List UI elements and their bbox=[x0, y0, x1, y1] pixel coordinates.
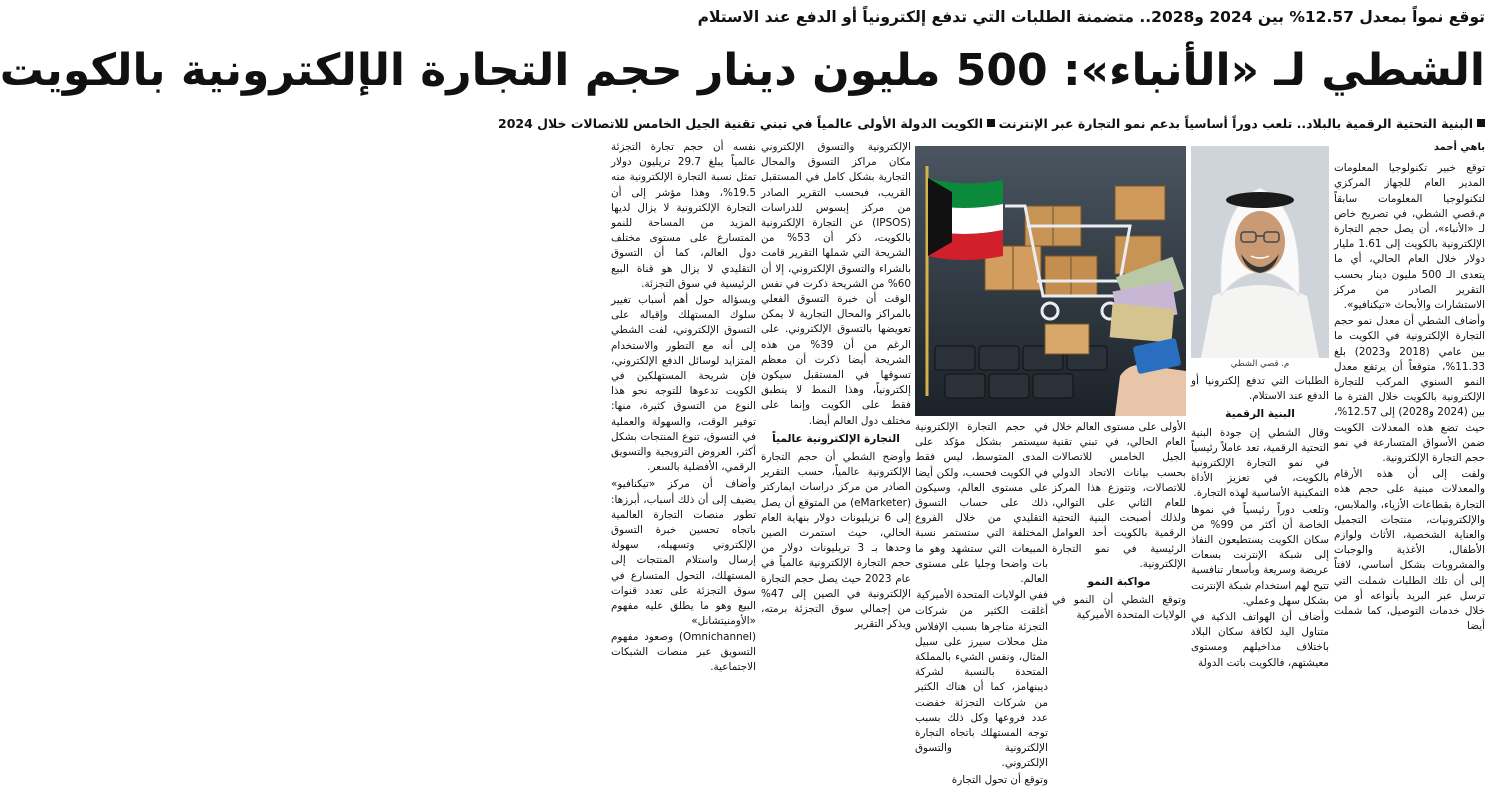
paragraph: الأولى على مستوى العالم خلال العام الحالي، في تبني تقنية الجيل الخامس للاتصالات بحسب بيانات الاتحاد الدولي للاتصالات، وتتوزع هذا المركز للعام الثاني على التوالي، ولذلك أصبحت البنية التحتية الرقمية بالكويت أحد العوامل الرئيسية في نمو التجارة الإلكترونية. bbox=[1052, 421, 1186, 570]
ecommerce-illustration-icon bbox=[915, 146, 1186, 416]
paragraph: توقع خبير تكنولوجيا المعلومات المدير العام للجهاز المركزي لتكنولوجيا المعلومات سابقاً م.قصي الشطي، في تصريح خاص لـ «الأنباء»، أن يصل حجم التجارة الإلكترونية بالكويت إلى 1.61 مليار دولار خلال العام الحالي، أي ما يتعدى الـ 500 مليون دينار بحسب التقرير الصادر من مركز الاستشارات والأبحاث «تيكنافيو». bbox=[1334, 162, 1485, 312]
section-heading: البنية الرقمية bbox=[1225, 408, 1295, 421]
article-column-6 bbox=[611, 140, 756, 673]
kicker-line: توقع نمواً بمعدل 12.57% بين 2024 و2028.. متضمنة الطلبات التي تدفع إلكترونياً أو الدفع عند الاستلام bbox=[697, 8, 1485, 26]
portrait-photo bbox=[1191, 146, 1329, 372]
subhead-2-text: الكويت الدولة الأولى عالمياً في تبني تقنية الجيل الخامس للاتصالات خلال 2024 bbox=[498, 115, 984, 131]
paragraph: وتلعب دوراً رئيسياً في نموها الخاصة أن أكثر من 99% من سكان الكويت يستطيعون النفاذ إلى شبكة الإنترنت بسعات عريضة وسريعة وبأسعار تنافسية تتيح لهم استخدام شبكة الإنترنت بشكل سهل وعملي. bbox=[1191, 503, 1329, 607]
article-column-1 bbox=[1334, 140, 1486, 633]
paragraph: وتوقع الشطي أن النمو في الولايات المتحدة الأميركية bbox=[1052, 594, 1186, 622]
square-bullet-icon bbox=[987, 119, 995, 127]
subhead-2 bbox=[498, 116, 995, 131]
paragraph: ففي الولايات المتحدة الأميركية bbox=[916, 589, 1048, 602]
paragraph: وأوضح الشطي أن حجم التجارة الإلكترونية عالمياً، حسب التقرير الصادر من مركز دراسات ايماركتر (eMarketer) من المتوقع أن يصل إلى 6 تريليونات دولار بنهاية العام الحالي، حيث استمرت الصين وحدها بـ 3 تريليونات دولار من حجم التجارة الإلكترونية عالمياً في عام 2023 حيث يصل حجم التجارة الإلكترونية في الصين إلى 47% من إجمالي سوق التجزئة برمته، ويذكر التقرير bbox=[761, 451, 911, 631]
article-column-3 bbox=[1052, 420, 1186, 622]
page-title: الشطي لـ «الأنباء»: 500 مليون دينار حجم التجارة الإلكترونية بالكويت bbox=[0, 45, 1485, 96]
byline: باهي أحمد bbox=[1433, 142, 1485, 153]
paragraph: وأضاف الشطي أن معدل نمو حجم التجارة الإلكترونية في الكويت ما بين عامي (2018 و2023) بلغ 11.33%، متوقعاً أن يرتفع معدل النمو السنوي المركب للتجارة الإلكترونية بالكويت خلال الفترة ما بين (2024 و2028) إلى 12.57%، حيث تضع هذه المعدلات الكويت ضمن الأسواق المتسارعة في نمو حجم التجارة الإلكترونية. bbox=[1334, 315, 1486, 465]
subhead-1-text: البنية التحتية الرقمية بالبلاد.. تلعب دوراً أساسياً بدعم نمو التجارة عبر الإنترنت bbox=[998, 115, 1473, 131]
person-portrait-icon bbox=[1191, 146, 1329, 358]
portrait-image bbox=[1191, 146, 1329, 358]
article-column-4b-wrapper bbox=[915, 420, 1048, 592]
paragraph: وأضاف أن الهواتف الذكية في متناول اليد لكافة سكان البلاد باختلاف مداخيلهم ومستوى معيشتهم، فالكويت باتت الدولة bbox=[1191, 611, 1329, 669]
paragraph: الإلكترونية والتسوق الإلكتروني مكان مراكز التسوق والمحال التجارية بشكل كامل في المستقبل القريب، فبحسب التقرير الصادر من مركز إبسوس للدراسات (IPSOS) عن التجارة الإلكترونية بالكويت، ذكر أن 53% من الشريحة التي شملها التقرير قامت بالشراء والتسوق الإلكتروني، إلا أن 60% من الشريحة ذكرت في نفس الوقت أن خبرة التسوق الفعلي بالمراكز والمحال التجارية لا يمكن تعويضها بالتسوق الإلكتروني. على الرغم من أن 39% من هذه الشريحة أيضا ذكرت أن معظم تسوقها في المستقبل سيكون إلكترونياً، وهذا النمط لا ينطبق فقط على الكويت وإنما على مختلف دول العالم أيضا. bbox=[761, 141, 912, 427]
paragraph: وتوقع أن تحول التجارة bbox=[951, 773, 1048, 786]
paragraph: نفسه أن حجم تجارة التجزئة عالمياً يبلغ 29.7 تريليون دولار تمثل نسبة التجارة الإلكترونية منه 19.5%، وهذا مؤشر إلى أن التجارة الإلكترونية لا يزال لديها المزيد من المساحة للنمو المتسارع على مستوى مختلف دول العالم، كما أن التسوق التقليدي لا يزال هو قناة البيع الرئيسية في سوق التجزئة. bbox=[611, 141, 756, 290]
subheads-bar bbox=[498, 112, 1485, 134]
paragraph: ولفت إلى أن هذه الأرقام والمعدلات مبنية على حجم هذه التجارة بقطاعات الأزياء، والملابس، والإلكترونيات، منتجات التجميل والعناية الشخصية، الأثاث ولوازم الأطفال، الأغذية والوجبات والمشروبات بشكل أساسي، لافتاً إلى أن تلك الطلبات شملت التي ترسل عبر البريد بأنواعه أو من خلال خدمات التوصيل، كما شملت أيضا bbox=[1334, 468, 1485, 633]
section-heading: مواكبة النمو bbox=[1087, 576, 1151, 589]
subhead-1 bbox=[999, 116, 1485, 131]
paragraph: وأضاف أن مركز «تيكنافيو» يضيف إلى أن ذلك أسباب، أبرزها: تطور منصات التجارة العالمية باتجاه تحسين خبرة التسوق الإلكتروني وتسهيله، سهولة إرسال واستلام المنتجات إلى المستهلك، التحول المتسارع في سوق التجزئة على تعدد قنوات البيع وهو ما يطلق عليه مفهوم «الأومنيتشانل» (Omnichannel) وصعود مفهوم التسويق عبر منصات الشبكات الاجتماعية. bbox=[611, 478, 756, 673]
paragraph: الطلبات التي تدفع إلكترونيا أو الدفع عند الاستلام. bbox=[1191, 375, 1329, 403]
paragraph: وقال الشطي إن جودة البنية التحتية الرقمية، تعد عاملاً رئيسياً في نمو التجارة الإلكترونية بالكويت، في تعزيز الأداة التمكينية الأساسية لهذه التجارة. bbox=[1191, 426, 1329, 500]
paragraph: في حجم التجارة الإلكترونية سيستمر بشكل مؤكد على المدى المتوسط، ليس فقط في الكويت فحسب، ولكن أيضا على مستوى العالم، وسيكون ذلك على حساب التسوق التقليدي من خلال الفروع المختلفة التي ستستمر نسبة المبيعات التي ستشهد وهو ما بات واضحا وجليا على مستوى العالم. bbox=[915, 421, 1048, 586]
paragraph: أغلقت الكثير من شركات التجزئة متاجرها بسبب الإفلاس مثل محلات سيرز على سبيل المثال، ونفس الشيء بالمملكة المتحدة بالنسبة لشركة ديبنهامز، كما أن هناك الكثير من شركات التجزئة خفضت عدد فروعها وكل ذلك بسبب توجه المستهلك باتجاه التجارة الإلكترونية والتسوق الإلكتروني. bbox=[915, 605, 1048, 770]
article-column-2 bbox=[1191, 374, 1329, 669]
paragraph: وبسؤاله حول أهم أسباب تغيير سلوك المستهلك وإقباله على التسوق الإلكتروني، لفت الشطي إلى أنه مع التطور والاستخدام المتزايد لوسائل الدفع الإلكتروني، فإن شريحة المستهلكين في الكويت تدعوها للتوجه نحو هذا النوع من التسوق كثيرة، منها: توفير الوقت، والسهولة والعملية في التسوق، تنوع المنتجات بشكل أكثر، العروض الترويجية والتسويق الرقمي، الأفضلية بالسعر. bbox=[611, 294, 756, 474]
photo-caption: م. قصي الشطي bbox=[1230, 359, 1290, 369]
ecommerce-illustration bbox=[915, 146, 1186, 416]
square-bullet-icon bbox=[1477, 119, 1485, 127]
section-heading: التجارة الإلكترونية عالمياً bbox=[772, 432, 900, 445]
article-column-5 bbox=[761, 140, 912, 631]
